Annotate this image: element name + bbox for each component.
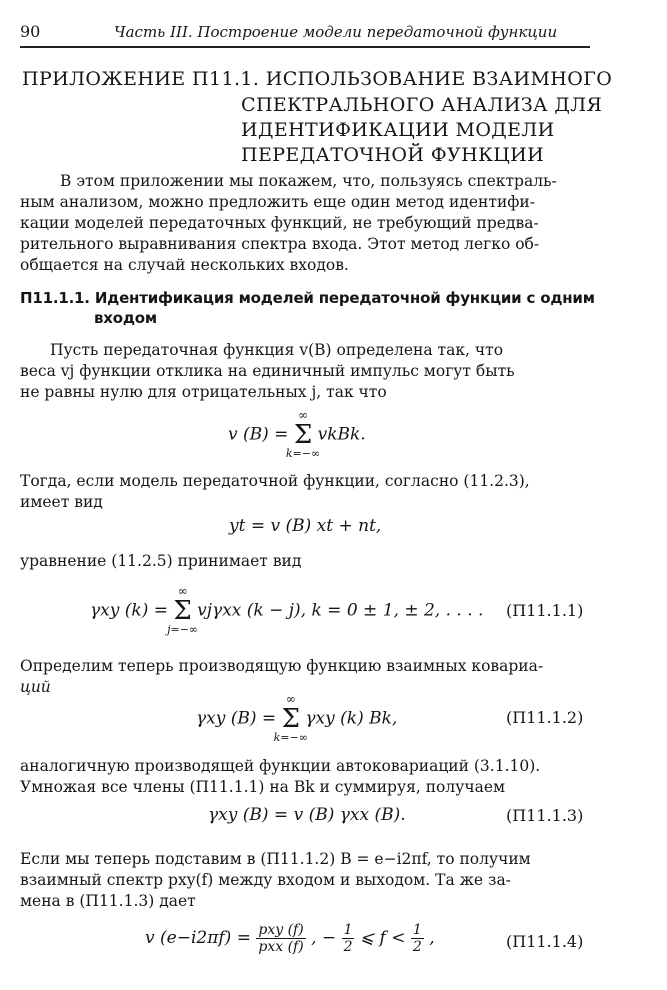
eq4-end: , (429, 928, 435, 948)
paragraph-2 (20, 471, 588, 513)
fraction-denominator: 2 (412, 939, 422, 955)
equation-number: (П11.1.1) (506, 601, 584, 620)
p5-line: Умножая все члены (П11.1.1) на Bk и суммируя, получаем (20, 778, 506, 796)
intro-line: В этом приложении мы покажем, что, пользуясь спектраль- (60, 172, 557, 190)
page-header (20, 22, 590, 44)
p3-line: уравнение (11.2.5) принимает вид (20, 552, 302, 570)
intro-paragraph (20, 171, 588, 276)
fraction-denominator: 2 (343, 939, 353, 955)
equation-P11-1-4 (145, 922, 435, 955)
eq-vB-rhs: vkBk. (317, 424, 366, 445)
paragraph-6 (20, 849, 588, 912)
appendix-title-line-1: ПРИЛОЖЕНИЕ П11.1. ИСПОЛЬЗОВАНИЕ ВЗАИМНОГО (22, 68, 613, 90)
p4-line: ций (20, 678, 51, 696)
equation-vB (228, 408, 366, 460)
fraction-numerator: 1 (343, 922, 353, 938)
eq4-lhs: v (e−i2πf) = (145, 928, 257, 948)
fraction-numerator: pxy (f) (258, 922, 304, 938)
p1-line: веса vj функции отклика на единичный импульс могут быть (20, 362, 515, 380)
sum-upper: ∞ (177, 584, 188, 598)
p4-line: Определим теперь производящую функцию взаимных ковариа- (20, 657, 544, 675)
header-rule (20, 46, 590, 48)
half-fraction (411, 922, 424, 955)
equation-yt: yt = v (B) xt + nt, (229, 516, 382, 536)
half-fraction (342, 922, 355, 955)
p2-line: Тогда, если модель передаточной функции, согласно (11.2.3), (20, 472, 530, 490)
eq1-lhs: γxy (k) = (90, 600, 174, 621)
sum-lower: j=−∞ (167, 623, 199, 636)
paragraph-5 (20, 756, 588, 798)
intro-line: рительного выравнивания спектра входа. Этот метод легко об- (20, 235, 540, 253)
eq2-lhs: γxy (B) = (196, 708, 282, 729)
eq2-rhs: γxy (k) Bk, (305, 708, 398, 729)
section-heading: П11.1.1. Идентификация моделей передаточной функции с одним (20, 289, 595, 307)
eq-vB-lhs: v (B) = (228, 424, 294, 445)
p6-line: взаимный спектр pxy(f) между входом и выходом. Та же за- (20, 871, 511, 889)
appendix-title-line-3: ИДЕНТИФИКАЦИИ МОДЕЛИ (241, 119, 555, 141)
fraction (256, 922, 305, 955)
p6-line: Если мы теперь подставим в (П11.1.2) B = e−i2πf, то получим (20, 850, 531, 868)
eq4-leq: ⩽ f < (359, 928, 411, 948)
page-number: 90 (20, 22, 41, 41)
p1-line: не равны нулю для отрицательных j, так что (20, 383, 387, 401)
equation-number: (П11.1.4) (506, 932, 584, 951)
section-heading-cont: входом (94, 309, 157, 327)
sum-symbol: ∞ Σ k=−∞ (294, 422, 312, 448)
eq1-rhs: vjγxx (k − j), k = 0 ± 1, ± 2, . . . . (197, 600, 484, 621)
equation-number: (П11.1.2) (506, 708, 584, 727)
equation-P11-1-3: γxy (B) = v (B) γxx (B). (208, 805, 406, 825)
fraction-numerator: 1 (412, 922, 422, 938)
sum-lower: k=−∞ (273, 731, 308, 744)
sum-upper: ∞ (285, 692, 296, 706)
equation-number: (П11.1.3) (506, 806, 584, 825)
equation-P11-1-2 (196, 692, 398, 744)
appendix-title-line-2: СПЕКТРАЛЬНОГО АНАЛИЗА ДЛЯ (241, 94, 603, 116)
intro-line: ным анализом, можно предложить еще один метод идентифи- (20, 193, 535, 211)
p5-line: аналогичную производящей функции автоковариаций (3.1.10). (20, 757, 541, 775)
p1-line: Пусть передаточная функция v(B) определена так, что (50, 341, 504, 359)
p2-line: имеет вид (20, 493, 103, 511)
paragraph-1 (20, 340, 588, 403)
sum-lower: k=−∞ (285, 447, 321, 460)
sum-upper: ∞ (298, 408, 309, 422)
intro-line: общается на случай нескольких входов. (20, 256, 349, 274)
fraction-denominator: pxx (f) (258, 939, 304, 955)
paragraph-4 (20, 656, 588, 698)
sum-symbol: ∞ Σ k=−∞ (282, 706, 300, 732)
p6-line: мена в (П11.1.3) дает (20, 892, 196, 910)
equation-P11-1-1 (90, 584, 484, 636)
paragraph-3 (20, 551, 588, 572)
appendix-title-line-4: ПЕРЕДАТОЧНОЙ ФУНКЦИИ (241, 144, 545, 166)
running-title: Часть III. Построение модели передаточной функции (114, 23, 558, 41)
intro-line: кации моделей передаточных функций, не требующий предва- (20, 214, 539, 232)
eq4-mid: , − (311, 928, 342, 948)
sum-symbol: ∞ Σ j=−∞ (173, 598, 191, 624)
